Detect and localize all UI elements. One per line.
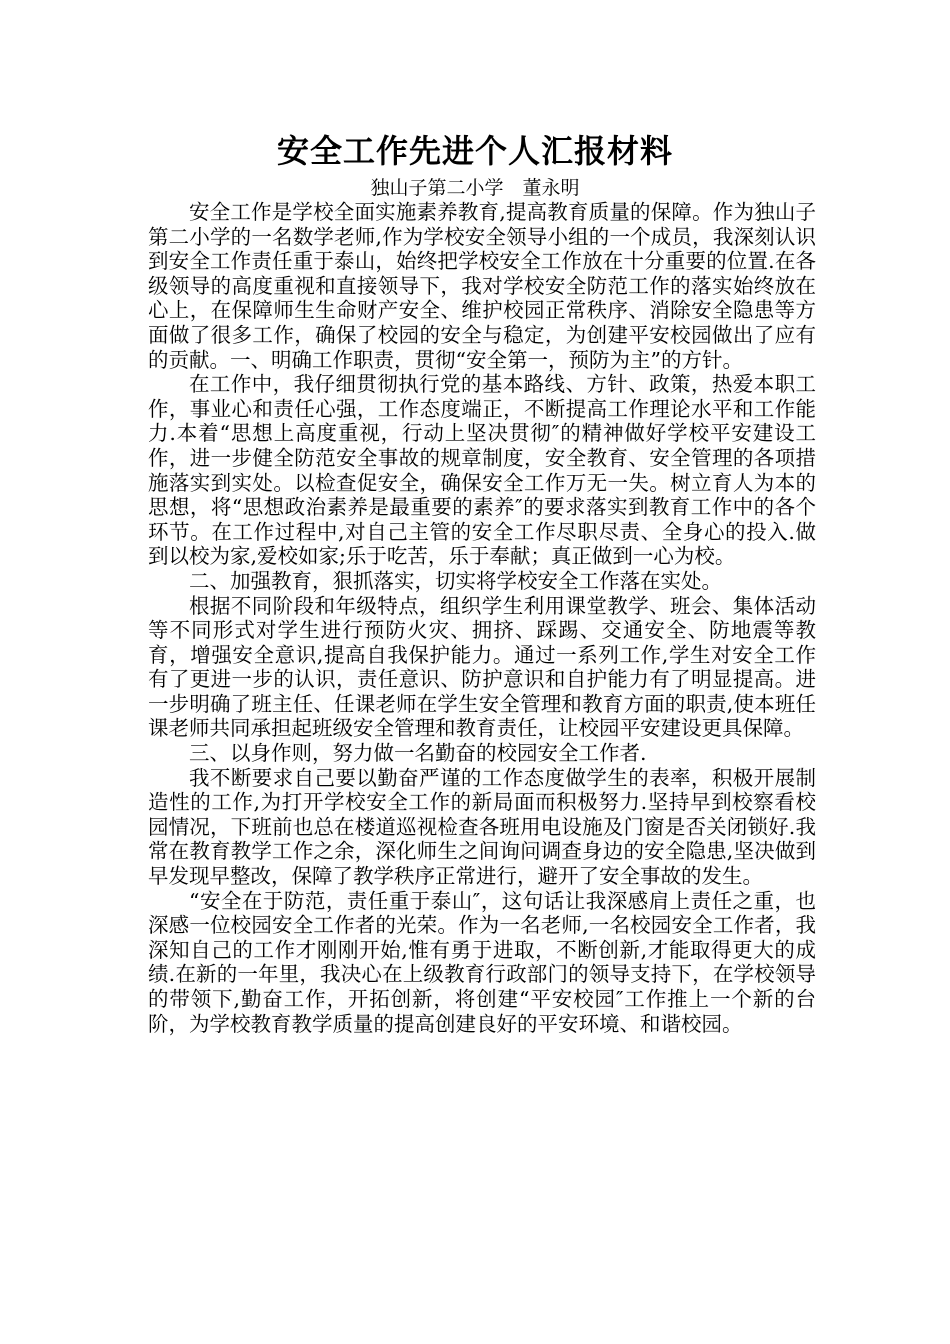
- paragraph-5: “安全在于防范，责任重于泰山″，这句话让我深感肩上责任之重，也深感一位校园安全工作者的光荣。作为一名老师,一名校园安全工作者，我深知自己的工作才刚刚开始,惟有勇于进取，不断创新,才能取得更大的成绩.在新的一年里，我决心在上级教育行政部门的领导支持下，在学校领导的带领下,勤奋工作，开拓创新，将创建“平安校园″工作推上一个新的台阶，为学校教育教学质量的提高创建良好的平安环境、和谐校园。: [148, 888, 816, 1036]
- paragraph-4: 我不断要求自己要以勤奋严谨的工作态度做学生的表率，积极开展制造性的工作,为打开学校安全工作的新局面而积极努力.坚持早到校察看校园情况，下班前也总在楼道巡视检查各班用电设施及门窗是否关闭锁好.我常在教育教学工作之余，深化师生之间询问调查身边的安全隐患,坚决做到早发现早整改，保障了教学秩序正常进行，避开了安全事故的发生。: [148, 765, 816, 889]
- paragraph-1: 安全工作是学校全面实施素养教育,提高教育质量的保障。作为独山子第二小学的一名数学老师,作为学校安全领导小组的一个成员，我深刻认识到安全工作责任重于泰山，始终把学校安全工作放在十分重要的位置.在各级领导的高度重视和直接领导下，我对学校安全防范工作的落实始终放在心上，在保障师生生命财产安全、维护校园正常秩序、消除安全隐患等方面做了很多工作，确保了校园的安全与稳定，为创建平安校园做出了应有的贡献。一、明确工作职责，贯彻“安全第一，预防为主”的方针。: [148, 200, 816, 372]
- document-title: 安全工作先进个人汇报材料: [276, 132, 673, 170]
- paragraph-2: 在工作中，我仔细贯彻执行党的基本路线、方针、政策，热爱本职工作，事业心和责任心强，工作态度端正，不断提高工作理论水平和工作能力.本着“思想上高度重视，行动上坚决贯彻″的精神做好学校平安建设工作，进一步健全防范安全事故的规章制度，安全教育、安全管理的各项措施落实到实处。以检查促安全，确保安全工作万无一失。树立育人为本的思想，将“思想政治素养是最重要的素养″的要求落实到教育工作中的各个环节。在工作过程中,对自己主管的安全工作尽职尽责、全身心的投入.做到以校为家,爱校如家;乐于吃苦，乐于奉献；真正做到一心为校。: [148, 372, 816, 569]
- section-heading-2: 二、加强教育，狠抓落实，切实将学校安全工作落在实处。: [189, 568, 722, 593]
- document-body: [148, 200, 816, 1036]
- paragraph-3: 根据不同阶段和年级特点，组织学生利用课堂教学、班会、集体活动等不同形式对学生进行预防火灾、拥挤、踩踢、交通安全、防地震等教育，增强安全意识,提高自我保护能力。通过一系列工作,学生对安全工作有了更进一步的认识，责任意识、防护意识和自护能力有了明显提高。进一步明确了班主任、任课老师在学生安全管理和教育方面的职责,使本班任课老师共同承担起班级安全管理和教育责任，让校园平安建设更具保障。: [148, 593, 816, 741]
- section-heading-3: 三、以身作则，努力做一名勤奋的校园安全工作者.: [189, 741, 647, 766]
- author-line: 独山子第二小学 董永明: [370, 177, 580, 199]
